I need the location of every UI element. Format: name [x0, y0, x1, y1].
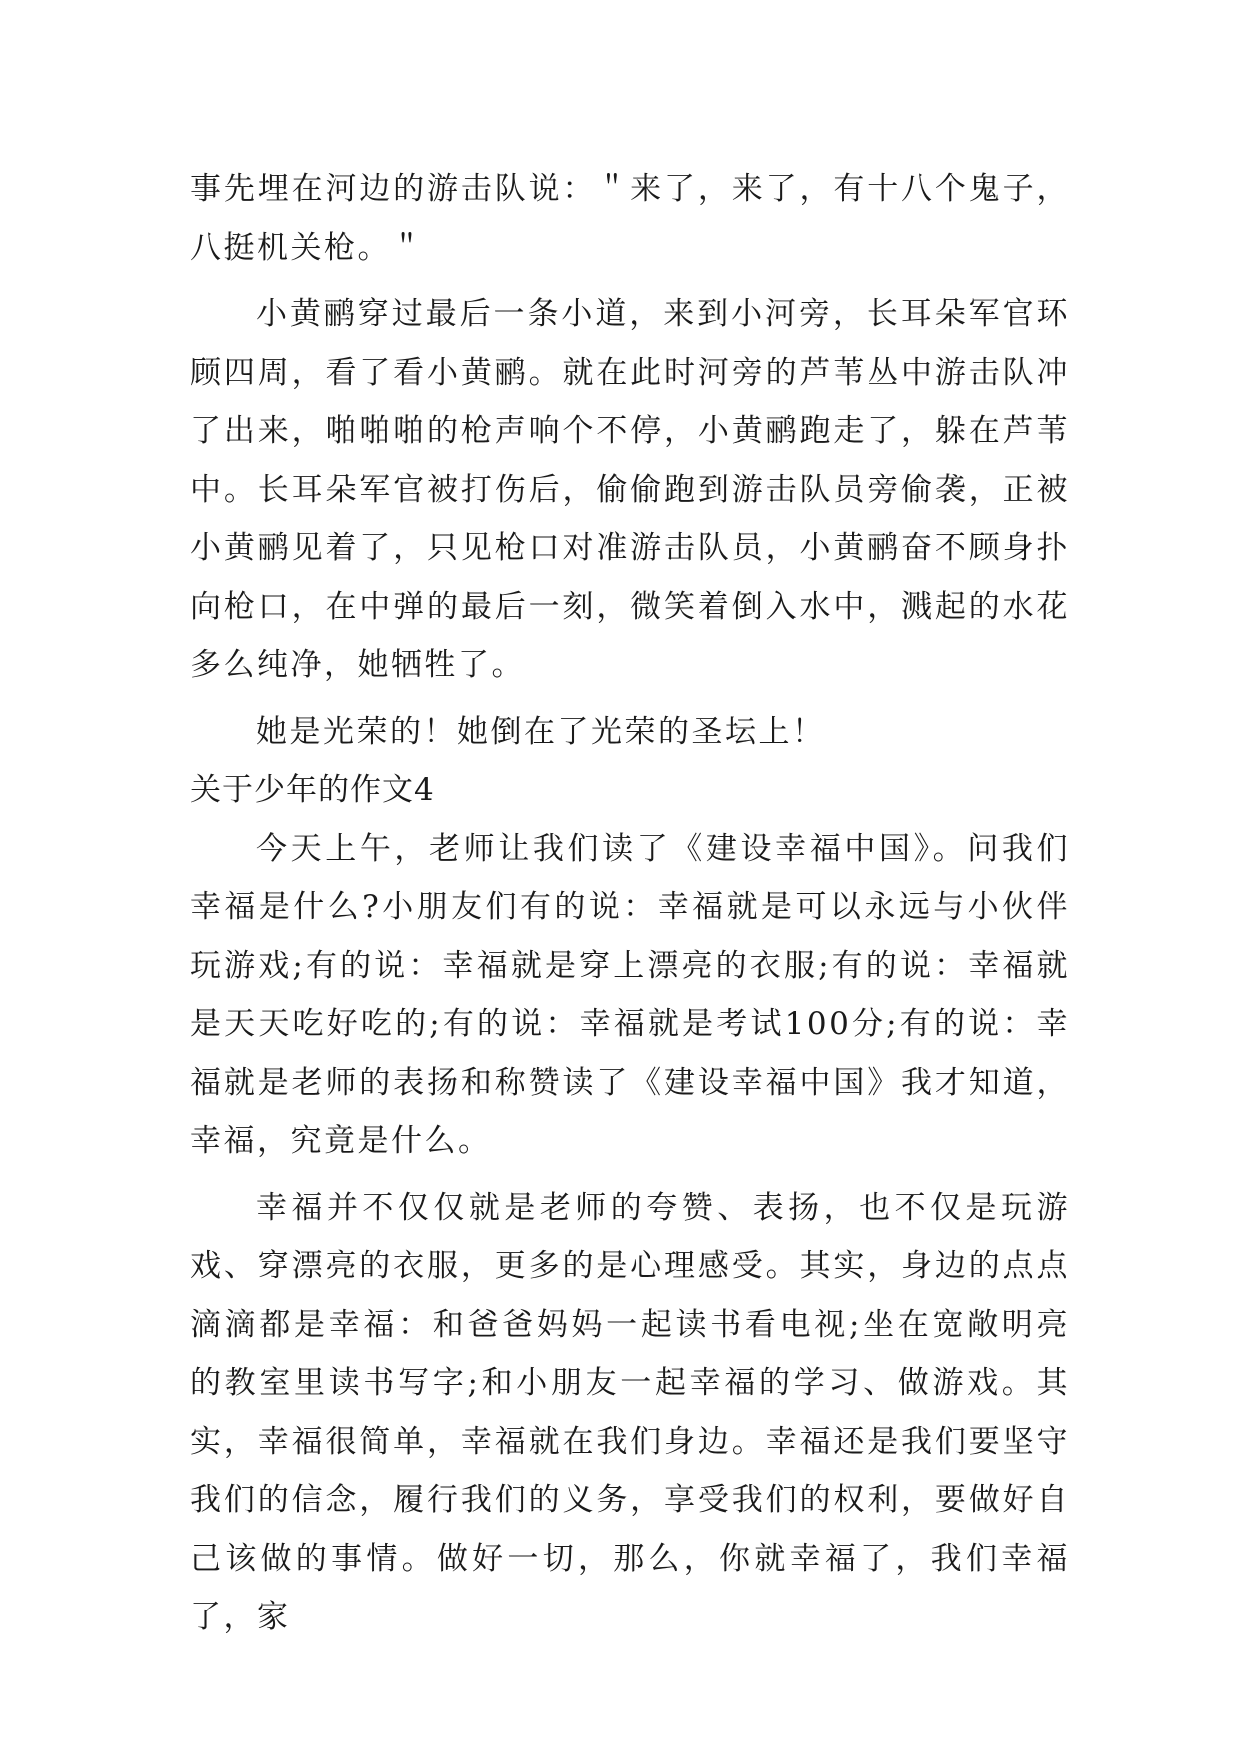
- paragraph-oriole-sacrifice: 小黄鹂穿过最后一条小道，来到小河旁，长耳朵军官环顾四周，看了看小黄鹂。就在此时河旁的芦苇丛中游击队冲了出来，啪啪啪的枪声响个不停，小黄鹂跑走了，躲在芦苇中。长耳朵军官被打伤后，偷偷跑到游击队员旁偷袭，正被小黄鹂见着了，只见枪口对准游击队员，小黄鹂奋不顾身扑向枪口，在中弹的最后一刻，微笑着倒入水中，溅起的水花多么纯净，她牺牲了。: [190, 296, 1070, 683]
- document-body: [190, 160, 1070, 1647]
- paragraph-what-is-happiness: 今天上午，老师让我们读了《建设幸福中国》。问我们幸福是什么?小朋友们有的说：幸福就是可以永远与小伙伴玩游戏;有的说：幸福就是穿上漂亮的衣服;有的说：幸福就是天天吃好吃的;有的说：幸福就是考试100分;有的说：幸福就是老师的表扬和称赞读了《建设幸福中国》我才知道，幸福，究竟是什么。: [190, 830, 1070, 1159]
- section-title: 关于少年的作文4: [190, 772, 435, 808]
- paragraph-glory: 她是光荣的！她倒在了光荣的圣坛上！: [256, 713, 826, 750]
- paragraph-happiness-explained: 幸福并不仅仅就是老师的夸赞、表扬，也不仅是玩游戏、穿漂亮的衣服，更多的是心理感受。其实，身边的点点滴滴都是幸福：和爸爸妈妈一起读书看电视;坐在宽敞明亮的教室里读书写字;和小朋友一起幸福的学习、做游戏。其实，幸福很简单，幸福就在我们身边。幸福还是我们要坚守我们的信念，履行我们的义务，享受我们的权利，要做好自己该做的事情。做好一切，那么，你就幸福了，我们幸福了，家: [190, 1189, 1070, 1635]
- paragraph-dialogue: 事先埋在河边的游击队说：＂来了，来了，有十八个鬼子，八挺机关枪。＂: [190, 171, 1070, 266]
